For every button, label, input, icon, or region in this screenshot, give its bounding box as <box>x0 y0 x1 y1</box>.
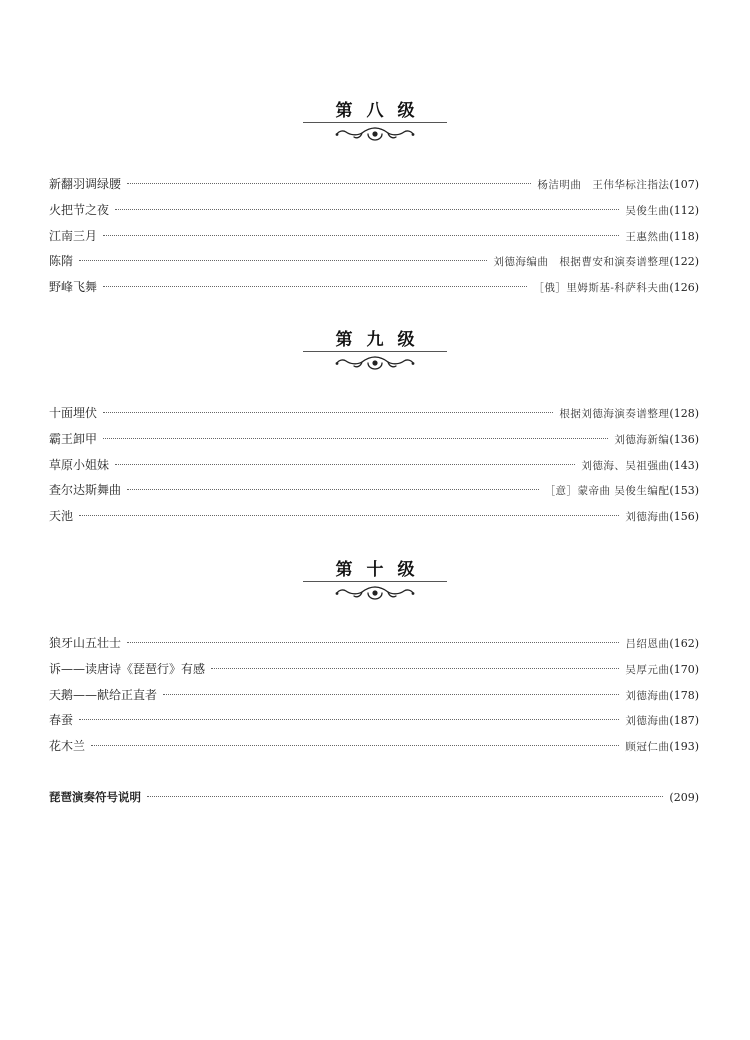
toc-entry-page[interactable]: (187) <box>669 714 699 728</box>
toc-entry-credit: 根据刘德海演奏谱整理 <box>559 408 670 420</box>
dot-leader <box>115 464 575 465</box>
toc-entry-page[interactable]: (143) <box>669 458 699 472</box>
toc-entry-title[interactable]: 天池 <box>49 509 74 523</box>
toc-list-section-8 <box>49 172 699 301</box>
toc-list-section-9 <box>49 401 699 530</box>
toc-entry[interactable] <box>49 657 699 683</box>
toc-entry[interactable] <box>49 631 699 657</box>
section-title: 第十级 <box>335 560 429 580</box>
toc-entry[interactable] <box>49 224 699 250</box>
toc-entry-credit: 刘德海新编 <box>614 433 670 446</box>
toc-entry-page[interactable]: (162) <box>669 637 699 650</box>
toc-entry-page[interactable]: (136) <box>669 432 699 446</box>
toc-entry-title[interactable]: 狼牙山五壮士 <box>49 636 122 650</box>
toc-entry-page[interactable]: (107) <box>669 178 699 191</box>
section-heading-10 <box>0 555 750 625</box>
section-divider-line <box>303 581 447 582</box>
dot-leader <box>147 796 663 797</box>
toc-entry-page[interactable]: (193) <box>669 740 699 753</box>
toc-entry-credit: ［俄］里姆斯基-科萨科夫曲 <box>533 282 670 294</box>
toc-entry[interactable] <box>49 453 699 479</box>
dot-leader <box>91 745 619 746</box>
toc-entry-title[interactable]: 春蚕 <box>49 713 74 728</box>
dot-leader <box>79 260 487 261</box>
section-title: 第九级 <box>335 330 429 350</box>
toc-entry-page[interactable]: (128) <box>669 407 699 420</box>
toc-entry-credit: 刘德海曲 <box>625 715 670 728</box>
toc-entry-credit: 刘德海曲 <box>625 511 670 523</box>
toc-entry-credit: 吴俊生曲 <box>625 204 670 217</box>
toc-entry-credit: 杨洁明曲 王伟华标注指法 <box>537 179 670 191</box>
dot-leader <box>103 286 527 287</box>
toc-entry-credit: 刘德海编曲 根据曹安和演奏谱整理 <box>493 256 670 269</box>
toc-entry-title[interactable]: 陈隋 <box>49 254 74 269</box>
toc-entry-title[interactable]: 查尔达斯舞曲 <box>49 483 122 498</box>
toc-entry-page[interactable]: (126) <box>669 281 699 294</box>
dot-leader <box>127 642 619 643</box>
toc-entry-title[interactable]: 霸王卸甲 <box>49 431 98 446</box>
appendix-page[interactable]: (209) <box>669 791 699 804</box>
dot-leader <box>79 719 619 720</box>
toc-entry-page[interactable]: (122) <box>669 255 699 269</box>
toc-entry[interactable] <box>49 504 699 530</box>
toc-entry-title[interactable]: 花木兰 <box>49 739 86 753</box>
toc-entry[interactable] <box>49 249 699 275</box>
toc-entry-title[interactable]: 草原小姐妹 <box>49 457 110 472</box>
section-title: 第八级 <box>335 101 429 121</box>
toc-entry[interactable] <box>49 275 699 301</box>
dot-leader <box>103 235 619 236</box>
toc-entry-title[interactable]: 新翻羽调绿腰 <box>49 177 122 191</box>
appendix-title[interactable]: 琵琶演奏符号说明 <box>49 790 141 804</box>
toc-entry-title[interactable]: 十面埋伏 <box>49 406 98 420</box>
toc-entry[interactable] <box>49 683 699 709</box>
toc-entry-credit: 吕绍恩曲 <box>625 638 670 650</box>
toc-entry[interactable] <box>49 427 699 453</box>
toc-entry-title[interactable]: 诉——读唐诗《琵琶行》有感 <box>49 661 206 676</box>
ornament-flourish-icon <box>332 353 418 373</box>
toc-appendix-entry[interactable] <box>49 785 699 810</box>
toc-entry[interactable] <box>49 708 699 734</box>
toc-entry[interactable] <box>49 734 699 760</box>
dot-leader <box>211 668 619 669</box>
toc-entry-title[interactable]: 火把节之夜 <box>49 202 110 217</box>
toc-entry-credit: 刘德海曲 <box>625 689 670 702</box>
ornament-flourish-icon <box>332 124 418 144</box>
toc-entry-credit: 吴厚元曲 <box>625 663 670 676</box>
toc-entry[interactable] <box>49 172 699 198</box>
toc-list-section-10 <box>49 631 699 760</box>
toc-entry-page[interactable]: (156) <box>669 510 699 523</box>
toc-entry-title[interactable]: 天鹅——献给正直者 <box>49 687 158 702</box>
toc-entry-title[interactable]: 野峰飞舞 <box>49 280 98 294</box>
dot-leader <box>127 183 531 184</box>
dot-leader <box>103 438 608 439</box>
toc-entry-credit: ［意］蒙帝曲 吴俊生编配 <box>544 485 670 498</box>
section-heading-8 <box>0 96 750 166</box>
toc-entry-page[interactable]: (178) <box>669 688 699 702</box>
toc-entry[interactable] <box>49 401 699 427</box>
toc-entry-credit: 刘德海、吴祖强曲 <box>581 459 670 472</box>
section-heading-9 <box>0 325 750 395</box>
toc-entry-page[interactable]: (112) <box>669 203 699 217</box>
toc-entry-credit: 顾冠仁曲 <box>625 741 670 753</box>
toc-entry-page[interactable]: (170) <box>669 662 699 676</box>
dot-leader <box>127 489 539 490</box>
dot-leader <box>115 209 619 210</box>
dot-leader <box>103 412 553 413</box>
toc-entry-page[interactable]: (153) <box>669 484 699 498</box>
toc-entry[interactable] <box>49 198 699 224</box>
section-divider-line <box>303 351 447 352</box>
dot-leader <box>163 694 619 695</box>
section-divider-line <box>303 122 447 123</box>
ornament-flourish-icon <box>332 583 418 603</box>
toc-entry-title[interactable]: 江南三月 <box>49 228 98 243</box>
toc-entry-page[interactable]: (118) <box>669 229 699 243</box>
dot-leader <box>79 515 619 516</box>
toc-entry[interactable] <box>49 478 699 504</box>
toc-entry-credit: 王惠然曲 <box>625 230 670 243</box>
